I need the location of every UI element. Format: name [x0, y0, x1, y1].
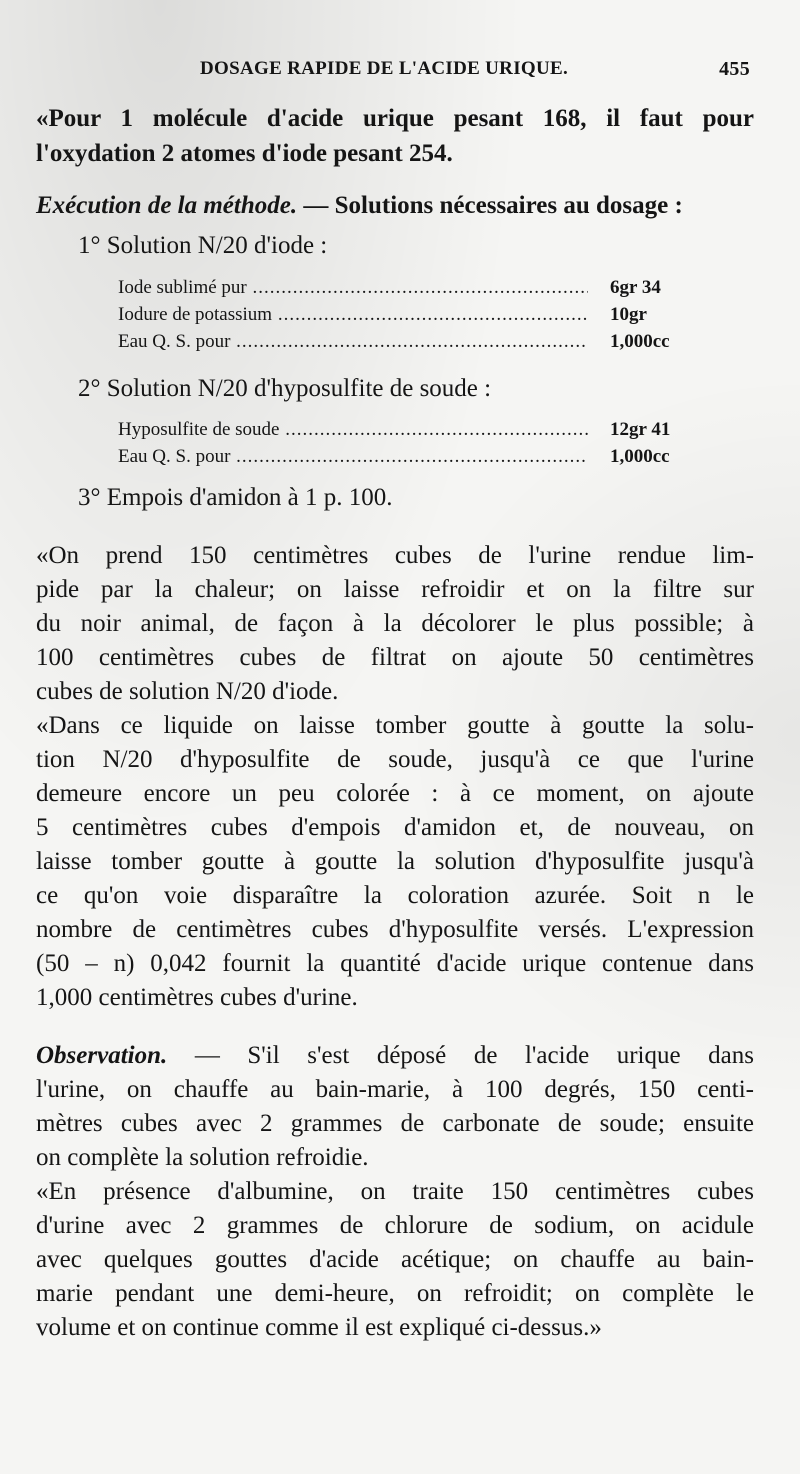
- recipe-qty: 1,000cc: [610, 446, 670, 467]
- paragraph-1-line: «On prend 150 centimètres cubes de l'urine rendue lim-: [36, 542, 754, 569]
- recipe-qty: 6gr 34: [610, 277, 661, 298]
- intro-line-2: l'oxydation 2 atomes d'iode pesant 254.: [36, 140, 453, 167]
- paragraph-1-line: cubes de solution N/20 d'iode.: [36, 678, 339, 705]
- paragraph-2-line: tion N/20 d'hyposulfite de soude, jusqu'à ce que l'urine: [36, 746, 754, 773]
- recipe-qty: 1,000cc: [610, 331, 670, 352]
- paragraph-4-line: volume et on continue comme il est expliqué ci-dessus.»: [36, 1314, 602, 1341]
- recipe-name: Eau Q. S. pour .....: [118, 330, 588, 354]
- paragraph-1-line: pide par la chaleur; on laisse refroidir et on la filtre sur: [36, 576, 754, 603]
- paragraph-2-line: nombre de centimètres cubes d'hyposulfite versés. L'expression: [36, 916, 754, 943]
- paragraph-4-line: avec quelques gouttes d'acide acétique; on chauffe au bain-: [36, 1246, 754, 1273]
- execution-heading: [36, 191, 754, 221]
- solution-1-title: 1° Solution N/20 d'iode :: [78, 232, 328, 259]
- recipe-row: [118, 418, 678, 442]
- recipe-row: [118, 330, 678, 354]
- observation-line: [36, 1041, 754, 1071]
- paragraph-1-line: 100 centimètres cubes de filtrat on ajoute 50 centimètres: [36, 644, 754, 671]
- paragraph-2-line: 1,000 centimètres cubes d'urine.: [36, 984, 358, 1011]
- recipe-name: Eau Q. S. pour .....: [118, 445, 588, 469]
- execution-heading-rest: — Solutions nécessaires au dosage :: [297, 192, 683, 219]
- execution-heading-italic: Exécution de la méthode.: [36, 192, 298, 219]
- solution-3-title: 3° Empois d'amidon à 1 p. 100.: [78, 484, 393, 511]
- paragraph-1-line: du noir animal, de façon à la décolorer le plus possible; à: [36, 610, 754, 637]
- paragraph-2-line: ce qu'on voie disparaître la coloration azurée. Soit n le: [36, 882, 754, 909]
- paragraph-4-line: «En présence d'albumine, on traite 150 centimètres cubes: [36, 1178, 754, 1205]
- observation-text: — S'il s'est déposé de l'acide urique dans: [167, 1042, 754, 1069]
- intro-line-1: «Pour 1 molécule d'acide urique pesant 168, il faut pour: [36, 105, 754, 132]
- recipe-row: [118, 276, 678, 300]
- paragraph-2-line: laisse tomber goutte à goutte la solution d'hyposulfite jusqu'à: [36, 848, 754, 875]
- paragraph-4-line: marie pendant une demi-heure, on refroidit; on complète le: [36, 1280, 754, 1307]
- observation-heading: Observation.: [36, 1042, 168, 1069]
- observation-line: on complète la solution refroidie.: [36, 1144, 369, 1171]
- recipe-name: Iode sublimé pur .....: [118, 276, 588, 300]
- recipe-row: [118, 303, 678, 327]
- page-header: [200, 58, 750, 90]
- observation-line: l'urine, on chauffe au bain-marie, à 100 degrés, 150 centi-: [36, 1076, 754, 1103]
- recipe-qty: 10gr: [610, 304, 647, 325]
- paragraph-2-line: (50 – n) 0,042 fournit la quantité d'acide urique contenue dans: [36, 950, 754, 977]
- paragraph-2-line: demeure encore un peu colorée : à ce moment, on ajoute: [36, 780, 754, 807]
- recipe-name: Hyposulfite de soude .....: [118, 418, 588, 442]
- recipe-qty: 12gr 41: [610, 419, 671, 440]
- recipe-name: Iodure de potassium .....: [118, 303, 588, 327]
- running-title: DOSAGE RAPIDE DE L'ACIDE URIQUE.: [200, 58, 569, 79]
- paragraph-4-line: d'urine avec 2 grammes de chlorure de sodium, on acidule: [36, 1212, 754, 1239]
- page-number: 455: [719, 58, 750, 80]
- observation-line: mètres cubes avec 2 grammes de carbonate de soude; ensuite: [36, 1110, 754, 1137]
- solution-2-title: 2° Solution N/20 d'hyposulfite de soude :: [78, 375, 492, 402]
- paragraph-2-line: 5 centimètres cubes d'empois d'amidon et, de nouveau, on: [36, 814, 754, 841]
- recipe-row: [118, 445, 678, 469]
- paragraph-2-line: «Dans ce liquide on laisse tomber goutte à goutte la solu-: [36, 712, 754, 739]
